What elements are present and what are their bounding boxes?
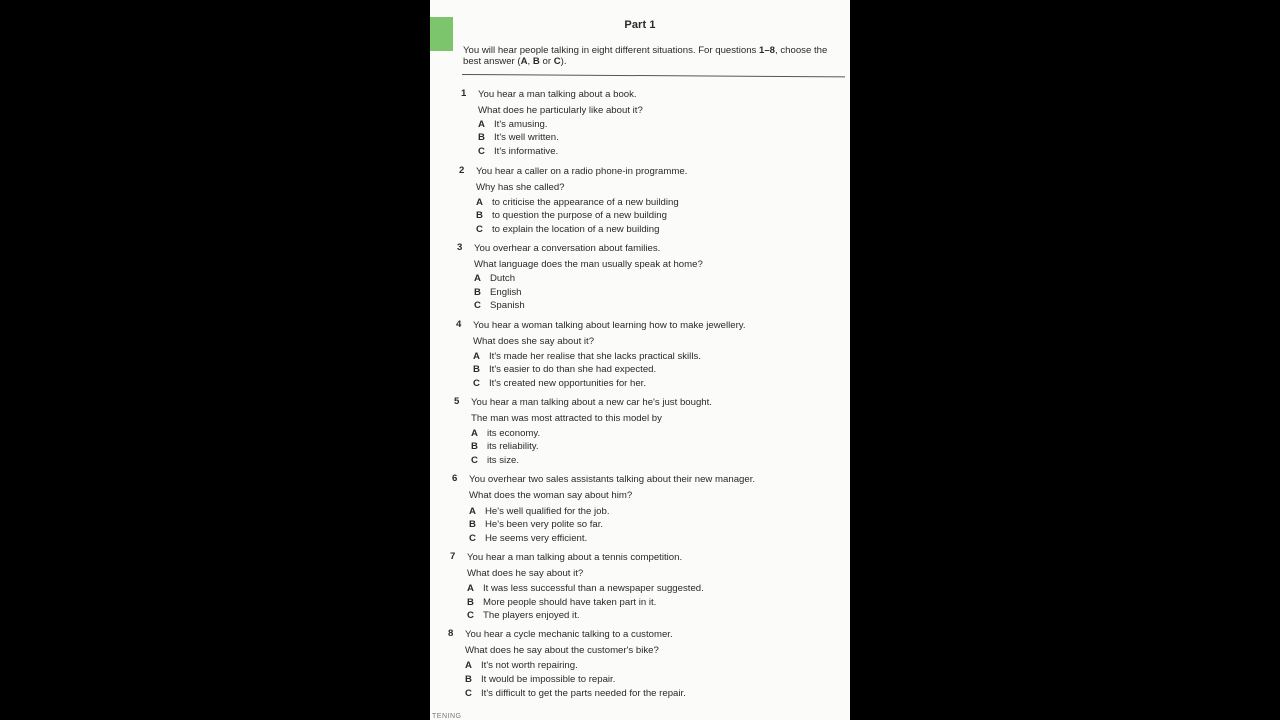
option-letter: B bbox=[474, 287, 481, 298]
question-stem: You overhear a conversation about families. bbox=[474, 243, 661, 254]
question-number: 5 bbox=[454, 396, 460, 407]
option-text: It's amusing. bbox=[494, 119, 548, 130]
question-prompt: What does he particularly like about it? bbox=[478, 105, 643, 116]
option-text: It's easier to do than she had expected. bbox=[489, 364, 657, 375]
option-text: its reliability. bbox=[487, 441, 539, 452]
question-number: 4 bbox=[456, 319, 462, 330]
option-text: He seems very efficient. bbox=[485, 533, 588, 544]
question-stem: You hear a caller on a radio phone-in programme. bbox=[476, 166, 688, 177]
question-number: 7 bbox=[450, 551, 456, 562]
question-number: 1 bbox=[461, 88, 467, 99]
instructions-sep-1: , bbox=[527, 56, 533, 67]
option-letter: A bbox=[471, 428, 478, 439]
option-letter: C bbox=[476, 224, 483, 235]
option-letter: B bbox=[473, 364, 480, 375]
question-stem: You hear a woman talking about learning how to make jewellery. bbox=[473, 320, 746, 331]
exam-page bbox=[430, 0, 850, 720]
question-prompt: What does he say about it? bbox=[467, 568, 584, 579]
option-b bbox=[467, 597, 656, 608]
option-b bbox=[476, 210, 667, 221]
option-letter: B bbox=[476, 210, 483, 221]
option-b bbox=[465, 674, 615, 685]
option-a bbox=[473, 351, 701, 362]
option-c bbox=[467, 610, 580, 621]
option-text: It's created new opportunities for her. bbox=[489, 378, 647, 389]
option-letter: A bbox=[474, 273, 481, 284]
option-letter: C bbox=[478, 146, 485, 157]
option-text: It's made her realise that she lacks practical skills. bbox=[489, 351, 701, 362]
question-stem: You hear a cycle mechanic talking to a customer. bbox=[465, 629, 673, 640]
question-prompt: The man was most attracted to this model by bbox=[471, 413, 662, 424]
option-letter: A bbox=[465, 660, 472, 671]
option-text: English bbox=[490, 287, 522, 298]
option-c bbox=[478, 146, 558, 157]
option-letter: C bbox=[469, 533, 476, 544]
question-stem: You hear a man talking about a tennis competition. bbox=[467, 552, 683, 563]
instructions-sep-2: or bbox=[539, 56, 554, 67]
option-letter: B bbox=[465, 674, 472, 685]
option-text: It's difficult to get the parts needed for the repair. bbox=[481, 688, 686, 699]
option-letter: C bbox=[465, 688, 472, 699]
option-letter: C bbox=[471, 455, 478, 466]
question-prompt: What does he say about the customer's bike? bbox=[465, 645, 659, 656]
option-c bbox=[473, 378, 646, 389]
option-a bbox=[478, 119, 548, 130]
option-letter: B bbox=[478, 132, 485, 143]
option-text: More people should have taken part in it. bbox=[483, 597, 657, 608]
option-text: It's well written. bbox=[494, 132, 559, 143]
option-letter: A bbox=[476, 197, 483, 208]
option-text: He's well qualified for the job. bbox=[485, 506, 610, 517]
instructions-option-a: A bbox=[520, 56, 528, 67]
question-number: 3 bbox=[457, 242, 463, 253]
option-letter: B bbox=[469, 519, 476, 530]
option-b bbox=[474, 287, 521, 298]
option-b bbox=[478, 132, 559, 143]
instructions-option-b: B bbox=[532, 56, 540, 67]
option-c bbox=[474, 300, 525, 311]
option-a bbox=[467, 583, 704, 594]
question-stem: You overhear two sales assistants talking about their new manager. bbox=[469, 474, 756, 485]
option-text: Dutch bbox=[490, 273, 516, 284]
option-text: to question the purpose of a new building bbox=[492, 210, 667, 221]
option-text: to explain the location of a new building bbox=[492, 224, 660, 235]
option-text: It's not worth repairing. bbox=[481, 660, 578, 671]
option-letter: B bbox=[471, 441, 478, 452]
option-letter: A bbox=[478, 119, 485, 130]
option-text: its size. bbox=[487, 455, 519, 466]
question-prompt: What does she say about it? bbox=[473, 336, 595, 347]
instructions-post: ). bbox=[560, 56, 567, 67]
option-c bbox=[465, 688, 686, 699]
option-a bbox=[476, 197, 679, 208]
question-number: 8 bbox=[448, 628, 454, 639]
option-letter: A bbox=[469, 506, 476, 517]
option-letter: C bbox=[473, 378, 480, 389]
option-c bbox=[469, 533, 587, 544]
instructions bbox=[463, 45, 845, 67]
option-a bbox=[469, 506, 610, 517]
option-b bbox=[473, 364, 656, 375]
section-footer: TENING bbox=[432, 713, 462, 720]
question-number: 6 bbox=[452, 473, 458, 484]
option-a bbox=[471, 428, 540, 439]
option-a bbox=[474, 273, 515, 284]
question-stem: You hear a man talking about a new car he's just bought. bbox=[471, 397, 712, 408]
option-text: The players enjoyed it. bbox=[483, 610, 580, 621]
option-letter: A bbox=[473, 351, 480, 362]
page-title: Part 1 bbox=[624, 19, 656, 31]
question-prompt: What does the woman say about him? bbox=[469, 490, 633, 501]
option-c bbox=[471, 455, 519, 466]
question-prompt: Why has she called? bbox=[476, 182, 565, 193]
option-text: its economy. bbox=[487, 428, 541, 439]
option-a bbox=[465, 660, 578, 671]
option-text: He's been very polite so far. bbox=[485, 519, 604, 530]
divider bbox=[462, 74, 845, 77]
option-letter: C bbox=[467, 610, 474, 621]
option-letter: A bbox=[467, 583, 474, 594]
option-b bbox=[469, 519, 603, 530]
option-text: Spanish bbox=[490, 300, 525, 311]
instructions-range: 1–8 bbox=[759, 45, 776, 56]
question-number: 2 bbox=[459, 165, 465, 176]
option-letter: B bbox=[467, 597, 474, 608]
option-text: It was less successful than a newspaper suggested. bbox=[483, 583, 704, 594]
instructions-mid: , choose the best answer ( bbox=[463, 45, 828, 67]
instructions-option-c: C bbox=[553, 56, 561, 67]
option-text: It's informative. bbox=[494, 146, 559, 157]
option-text: to criticise the appearance of a new building bbox=[492, 197, 679, 208]
option-b bbox=[471, 441, 539, 452]
option-c bbox=[476, 224, 659, 235]
question-stem: You hear a man talking about a book. bbox=[478, 89, 637, 100]
option-text: It would be impossible to repair. bbox=[481, 674, 616, 685]
instructions-pre: You will hear people talking in eight different situations. For questions bbox=[463, 45, 759, 56]
option-letter: C bbox=[474, 300, 481, 311]
question-prompt: What language does the man usually speak at home? bbox=[474, 259, 703, 270]
